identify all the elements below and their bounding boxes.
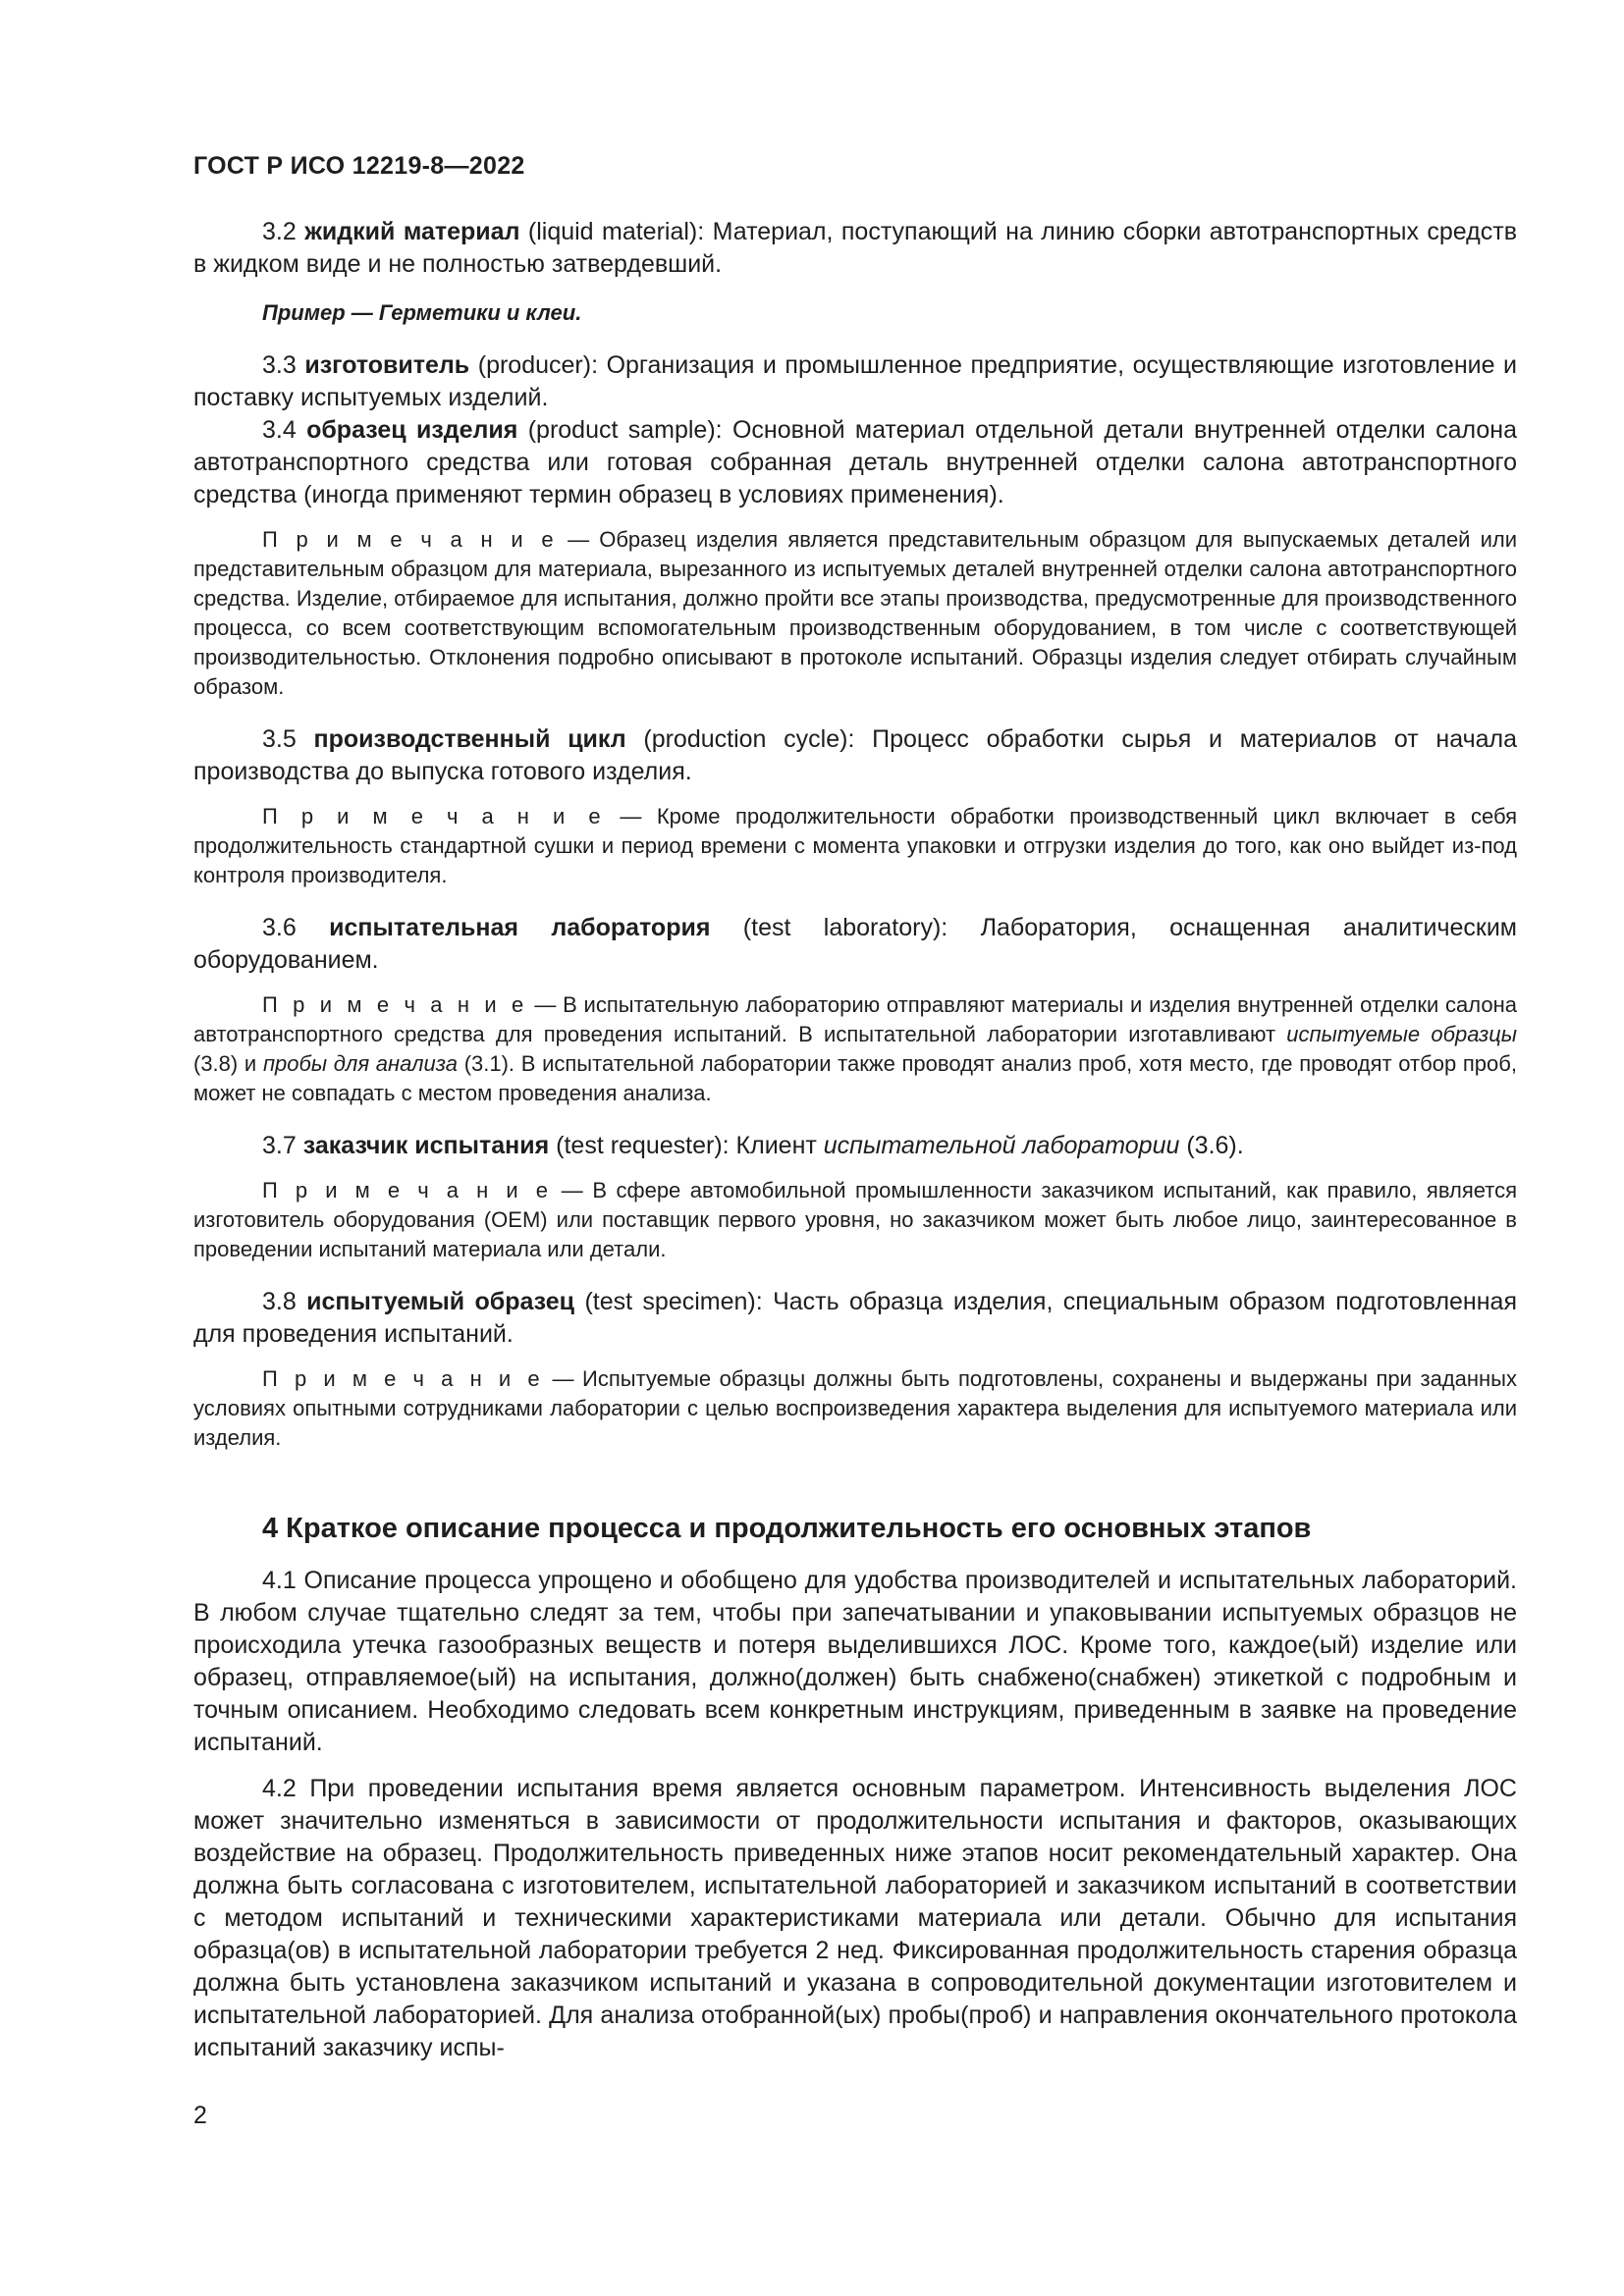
note-3-4: П р и м е ч а н и е — Образец изделия является представительным образцом для выпускаемых деталей или представительным образцом для материала, вырезанного из испытуемых деталей внутренней отделки салона автотранспортного средства. Изделие, отбираемое для испытания, должно пройти все этапы производства, предусмотренные для производственного процесса, со всем соответствующим вспомогательным производственным оборудованием, в том числе с соответствующей производительностью. Отклонения подробно описывают в протоколе испытаний. Образцы изделия следует отбирать случайным образом. [193, 527, 1518, 699]
document-body [193, 216, 1517, 2064]
term-title: производственный цикл [313, 725, 626, 753]
term-title: образец изделия [306, 416, 518, 444]
term-3-7: 3.7 заказчик испытания (test requester): Клиент испытательной лаборатории (3.6). [262, 1132, 1244, 1159]
note-label: П р и м е ч а н и е [262, 804, 605, 828]
term-title: испытуемый образец [306, 1288, 575, 1315]
term-3-5: 3.5 производственный цикл (production cycle): Процесс обработки сырья и материалов от начала производства до выпуска готового изделия. [193, 725, 1517, 785]
page-number: 2 [193, 2102, 207, 2129]
note-3-6: П р и м е ч а н и е — В испытательную лабораторию отправляют материалы и изделия внутренней отделки салона автотранспортного средства для проведения испытаний. В испытательной лаборатории изготавливают испытуемые образцы (3.8) и пробы для анализа (3.1). В испытательной лаборатории также проводят анализ проб, хотя место, где проводят отбор проб, может не совпадать с местом проведения анализа. [193, 992, 1517, 1105]
term-3-2: 3.2 жидкий материал (liquid material): Материал, поступающий на линию сборки автотранспортных средств в жидком виде и не полностью затвердевший. [193, 218, 1517, 278]
term-3-6: 3.6 испытательная лаборатория (test laboratory): Лаборатория, оснащенная аналитическим оборудованием. [193, 914, 1517, 974]
term-3-3: 3.3 изготовитель (producer): Организация и промышленное предприятие, осуществляющие изготовление и поставку испытуемых изделий. [193, 351, 1518, 411]
term-title: заказчик испытания [302, 1132, 550, 1159]
example: Пример — Герметики и клеи. [262, 300, 582, 325]
term-title: испытательная лаборатория [329, 914, 711, 941]
paragraph-4-1: 4.1 Описание процесса упрощено и обобщено для удобства производителей и испытательных лабораторий. В любом случае тщательно следят за тем, чтобы при запечатывании и упаковывании испытуемых образцов не происходила утечка газообразных веществ и потеря выделившихся ЛОС. Кроме того, каждое(ый) изделие или образец, отправляемое(ый) на испытания, должно(должен) быть снабжено(снабжен) этикеткой с подробным и точным описанием. Необходимо следовать всем конкретным инструкциям, приведенным в заявке на проведение испытаний. [193, 1567, 1517, 1756]
note-label: П р и м е ч а н и е [262, 527, 558, 552]
note-3-7: П р и м е ч а н и е — В сфере автомобильной промышленности заказчиком испытаний, как правило, является изготовитель оборудования (OEM) или поставщик первого уровня, но заказчиком может быть любое лицо, заинтересованное в проведении испытаний материала или детали. [193, 1178, 1517, 1261]
section-4-heading: 4 Краткое описание процесса и продолжительность его основных этапов [262, 1513, 1312, 1544]
note-3-5: П р и м е ч а н и е — Кроме продолжительности обработки производственный цикл включает в себя продолжительность стандартной сушки и период времени с момента упаковки и отгрузки изделия до того, как оно выйдет из-под контроля производителя. [193, 804, 1518, 887]
paragraph-4-2: 4.2 При проведении испытания время является основным параметром. Интенсивность выделения ЛОС может значительно изменяться в зависимости от продолжительности испытания и факторов, оказывающих воздействие на образец. Продолжительность приведенных ниже этапов носит рекомендательный характер. Она должна быть согласована с изготовителем, испытательной лабораторией и заказчиком испытаний в соответствии с методом испытаний и техническими характеристиками материала или детали. Обычно для испытания образца(ов) в испытательной лаборатории требуется 2 нед. Фиксированная продолжительность старения образца должна быть установлена заказчиком испытаний и указана в сопроводительной документации изготовителем и испытательной лабораторией. Для анализа отобранной(ых) пробы(проб) и направления окончательного протокола испытаний заказчику испы- [193, 1775, 1517, 2061]
term-3-4: 3.4 образец изделия (product sample): Основной материал отдельной детали внутренней отделки салона автотранспортного средства или готовая собранная деталь внутренней отделки салона автотранспортного средства (иногда применяют термин образец в условиях применения). [193, 416, 1518, 508]
note-label: П р и м е ч а н и е [262, 1366, 544, 1391]
term-title: изготовитель [304, 351, 470, 379]
note-label: П р и м е ч а н и е [262, 992, 528, 1017]
note-3-8: П р и м е ч а н и е — Испытуемые образцы должны быть подготовлены, сохранены и выдержаны при заданных условиях опытными сотрудниками лаборатории с целью воспроизведения характера выделения для испытуемого материала или изделия. [193, 1366, 1517, 1450]
term-title: жидкий материал [304, 218, 520, 245]
note-label: П р и м е ч а н и е [262, 1178, 553, 1202]
document-header: ГОСТ Р ИСО 12219-8—2022 [193, 152, 525, 180]
term-3-8: 3.8 испытуемый образец (test specimen): Часть образца изделия, специальным образом подготовленная для проведения испытаний. [193, 1288, 1517, 1348]
